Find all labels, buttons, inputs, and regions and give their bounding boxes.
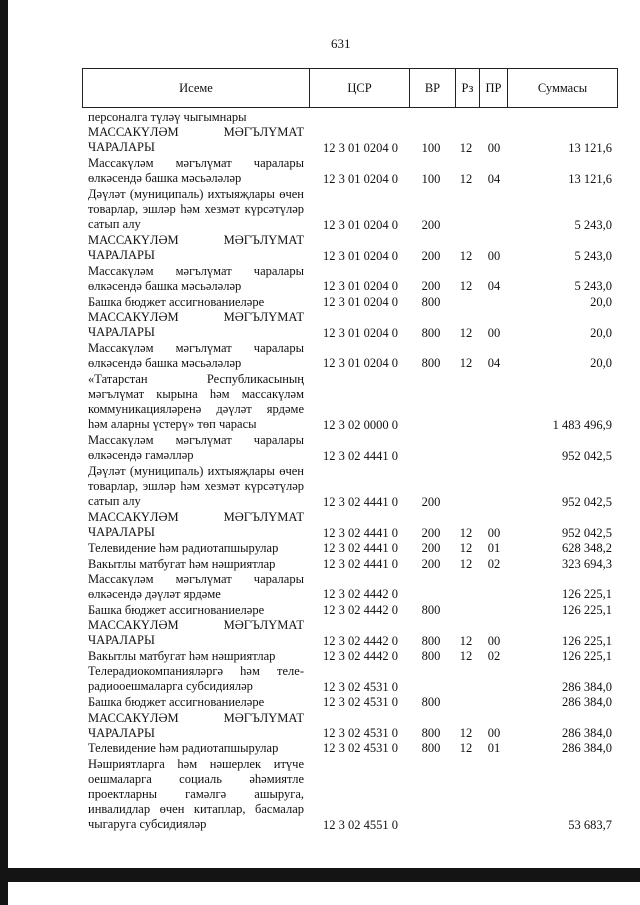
row-csr: 12 3 01 0204 0 xyxy=(323,279,398,294)
row-name xyxy=(88,649,304,664)
row-pr: 00 xyxy=(487,140,501,155)
row-name-line: Телевидение һәм радиотапшырулар xyxy=(88,541,279,556)
row-vr: 200 xyxy=(421,279,441,294)
row-name xyxy=(88,664,304,694)
row-sum: 323 694,3 xyxy=(562,556,612,571)
row-vr: 800 xyxy=(421,294,441,309)
row-name-line: ЧАРАЛАРЫ xyxy=(88,633,155,648)
row-sum: 952 042,5 xyxy=(562,494,612,509)
row-csr: 12 3 02 4442 0 xyxy=(323,633,398,648)
row-rz: 12 xyxy=(459,356,473,371)
table-row xyxy=(0,741,640,756)
row-name-line: Массакүләм мәгълүмат чаралары xyxy=(88,433,304,448)
row-sum: 5 243,0 xyxy=(574,248,612,263)
row-name-line: МАССАКҮЛӘМ МӘГЪЛҮМАТ xyxy=(88,310,304,325)
table-row xyxy=(0,618,640,649)
row-rz: 12 xyxy=(459,140,473,155)
row-name xyxy=(88,541,304,556)
table-row xyxy=(0,156,640,187)
row-name xyxy=(88,156,304,186)
row-rz: 12 xyxy=(459,171,473,186)
row-csr: 12 3 02 4442 0 xyxy=(323,649,398,663)
row-vr: 100 xyxy=(421,140,441,155)
row-name-line: МАССАКҮЛӘМ МӘГЪЛҮМАТ xyxy=(88,233,304,248)
row-rz: 12 xyxy=(459,525,473,540)
row-csr: 12 3 02 4531 0 xyxy=(323,695,398,710)
header-vr: ВР xyxy=(409,69,455,107)
row-name xyxy=(88,295,304,310)
row-csr: 12 3 02 4441 0 xyxy=(323,525,398,540)
row-name-line: ЧАРАЛАРЫ xyxy=(88,248,155,263)
table-row xyxy=(0,295,640,310)
row-pr: 04 xyxy=(487,279,501,294)
row-sum: 1 483 496,9 xyxy=(552,417,612,432)
row-sum: 126 225,1 xyxy=(562,587,612,602)
row-name xyxy=(88,125,304,155)
row-name-line: Массакүләм мәгълүмат чаралары xyxy=(88,341,304,355)
table-row xyxy=(0,557,640,572)
row-csr: 12 3 01 0204 0 xyxy=(323,217,398,232)
row-name xyxy=(88,433,304,463)
table-row xyxy=(0,310,640,341)
row-name-line: оешмаларга социаль әһәмиятле xyxy=(88,771,304,786)
row-name xyxy=(88,741,304,756)
row-name-line: Вакытлы матбугат һәм нәшриятлар xyxy=(88,556,276,571)
header-csr: ЦСР xyxy=(309,69,409,107)
row-name-line: коммуникацияләренә дәүләт ярдәме xyxy=(88,401,304,416)
row-sum: 952 042,5 xyxy=(562,448,612,463)
row-rz: 12 xyxy=(459,325,473,340)
row-name-line: ЧАРАЛАРЫ xyxy=(88,140,155,155)
row-name-line: Башка бюджет ассигнованиеләре xyxy=(88,602,265,617)
row-pr: 04 xyxy=(487,171,501,186)
row-vr: 200 xyxy=(421,525,441,540)
row-name xyxy=(88,187,304,232)
row-name-line: Нәшриятларга һәм нәшерлек итүче xyxy=(88,756,304,771)
row-csr: 12 3 02 4531 0 xyxy=(323,741,398,756)
row-vr: 200 xyxy=(421,248,441,263)
row-name-line: радиооешмаларга субсидияләр xyxy=(88,679,253,694)
table-row xyxy=(0,510,640,541)
row-name xyxy=(88,464,304,509)
row-pr: 04 xyxy=(487,356,501,371)
row-sum: 286 384,0 xyxy=(562,695,612,710)
row-vr: 800 xyxy=(421,695,441,710)
table-row xyxy=(0,695,640,710)
row-sum: 13 121,6 xyxy=(568,140,612,155)
header-pr: ПР xyxy=(479,69,507,107)
row-name xyxy=(88,711,304,741)
row-pr: 02 xyxy=(487,649,501,663)
row-sum: 5 243,0 xyxy=(574,217,612,232)
header-sum: Суммасы xyxy=(507,69,617,107)
row-name-line: Дәүләт (муниципаль) ихтыяҗлары өчен xyxy=(88,464,304,479)
row-sum: 5 243,0 xyxy=(574,279,612,294)
row-csr: 12 3 01 0204 0 xyxy=(323,356,398,371)
row-name-line: МАССАКҮЛӘМ МӘГЪЛҮМАТ xyxy=(88,618,304,633)
row-name-line: өлкәсендә башка мәсьәләләр xyxy=(88,356,242,370)
row-rz: 12 xyxy=(459,725,473,740)
table-row xyxy=(0,233,640,264)
row-vr: 800 xyxy=(421,325,441,340)
table-row xyxy=(0,372,640,434)
row-sum: 286 384,0 xyxy=(562,725,612,740)
row-name-line: мәгълүмат кырына һәм массакүләм xyxy=(88,386,304,401)
row-name-line: Массакүләм мәгълүмат чаралары xyxy=(88,572,304,586)
row-vr: 200 xyxy=(421,556,441,571)
row-rz: 12 xyxy=(459,279,473,294)
row-csr: 12 3 01 0204 0 xyxy=(323,171,398,186)
row-name-line: Башка бюджет ассигнованиеләре xyxy=(88,695,265,710)
row-name-line: өлкәсендә гамәлләр xyxy=(88,448,194,463)
row-pr: 01 xyxy=(487,541,501,556)
row-csr: 12 3 01 0204 0 xyxy=(323,294,398,309)
row-name-line: Вакытлы матбугат һәм нәшриятлар xyxy=(88,649,276,663)
row-sum: 53 683,7 xyxy=(568,818,612,833)
row-name-line: ЧАРАЛАРЫ xyxy=(88,525,155,540)
row-rz: 12 xyxy=(459,556,473,571)
row-pr: 00 xyxy=(487,633,501,648)
row-rz: 12 xyxy=(459,541,473,556)
table-row xyxy=(0,110,640,125)
row-name-line: ЧАРАЛАРЫ xyxy=(88,325,155,340)
row-name-line: ЧАРАЛАРЫ xyxy=(88,725,155,740)
row-pr: 00 xyxy=(487,525,501,540)
table-row xyxy=(0,711,640,742)
row-sum: 952 042,5 xyxy=(562,525,612,540)
row-name-line: МАССАКҮЛӘМ МӘГЪЛҮМАТ xyxy=(88,510,304,525)
row-sum: 628 348,2 xyxy=(562,541,612,556)
scan-bottom-edge xyxy=(0,868,640,882)
table-header xyxy=(82,68,618,108)
row-sum: 286 384,0 xyxy=(562,679,612,694)
row-name xyxy=(88,310,304,340)
row-vr: 200 xyxy=(421,217,441,232)
table-row xyxy=(0,341,640,372)
row-csr: 12 3 02 4531 0 xyxy=(323,725,398,740)
row-name-line: өлкәсендә башка мәсьәләләр xyxy=(88,171,242,186)
row-csr: 12 3 02 4441 0 xyxy=(323,556,398,571)
row-name xyxy=(88,618,304,648)
row-sum: 126 225,1 xyxy=(562,649,612,663)
row-csr: 12 3 02 4442 0 xyxy=(323,602,398,617)
row-name-line: өлкәсендә башка мәсьәләләр xyxy=(88,279,242,293)
row-name-line: Массакүләм мәгълүмат чаралары xyxy=(88,156,304,171)
row-name-line: МАССАКҮЛӘМ МӘГЪЛҮМАТ xyxy=(88,710,304,725)
row-vr: 800 xyxy=(421,741,441,756)
row-csr: 12 3 02 0000 0 xyxy=(323,417,398,432)
row-csr: 12 3 01 0204 0 xyxy=(323,140,398,155)
row-csr: 12 3 02 4441 0 xyxy=(323,448,398,463)
row-name-line: проектларны гамәлгә ашыруга, xyxy=(88,786,304,801)
row-pr: 00 xyxy=(487,725,501,740)
row-vr: 800 xyxy=(421,633,441,648)
row-vr: 800 xyxy=(421,602,441,617)
row-name xyxy=(88,572,304,602)
table-row xyxy=(0,649,640,664)
header-name: Исеме xyxy=(179,80,213,95)
row-name xyxy=(88,264,304,294)
row-csr: 12 3 01 0204 0 xyxy=(323,248,398,263)
row-csr: 12 3 01 0204 0 xyxy=(323,325,398,340)
row-rz: 12 xyxy=(459,741,473,756)
row-sum: 286 384,0 xyxy=(562,741,612,756)
table-row xyxy=(0,603,640,618)
row-vr: 100 xyxy=(421,171,441,186)
row-csr: 12 3 02 4551 0 xyxy=(323,818,398,833)
row-sum: 20,0 xyxy=(590,325,612,340)
row-sum: 20,0 xyxy=(590,356,612,371)
row-pr: 00 xyxy=(487,325,501,340)
row-name-line: сатып алу xyxy=(88,217,141,231)
row-rz: 12 xyxy=(459,248,473,263)
row-vr: 200 xyxy=(421,494,441,509)
table-row xyxy=(0,541,640,556)
row-name-line: өлкәсендә дәүләт ярдәме xyxy=(88,587,221,601)
table-row xyxy=(0,187,640,233)
row-vr: 800 xyxy=(421,649,441,663)
header-rz: Рз xyxy=(455,69,479,107)
table-row xyxy=(0,433,640,464)
row-csr: 12 3 02 4531 0 xyxy=(323,679,398,694)
row-vr: 200 xyxy=(421,541,441,556)
row-name xyxy=(88,757,304,832)
row-vr: 800 xyxy=(421,356,441,371)
row-vr: 800 xyxy=(421,725,441,740)
row-name-line: персоналга түләү чыгымнары xyxy=(88,110,247,124)
row-rz: 12 xyxy=(459,649,473,663)
row-name-line: товарлар, эшләр һәм хезмәт күрсәтүләр xyxy=(88,479,304,494)
row-name xyxy=(88,372,304,432)
table-row xyxy=(0,757,640,834)
row-csr: 12 3 02 4441 0 xyxy=(323,494,398,509)
table-row xyxy=(0,664,640,695)
row-name-line: сатып алу xyxy=(88,494,141,509)
row-name-line: «Татарстан Республикасының xyxy=(88,371,304,386)
row-name xyxy=(88,603,304,618)
table-row xyxy=(0,464,640,510)
row-sum: 13 121,6 xyxy=(568,171,612,186)
row-name-line: МАССАКҮЛӘМ МӘГЪЛҮМАТ xyxy=(88,125,304,140)
row-name xyxy=(88,110,304,125)
row-name-line: Дәүләт (муниципаль) ихтыяҗлары өчен xyxy=(88,187,304,201)
row-name-line: товарлар, эшләр һәм хезмәт күрсәтүләр xyxy=(88,202,304,216)
row-sum: 20,0 xyxy=(590,294,612,309)
row-name xyxy=(88,557,304,572)
row-name xyxy=(88,341,304,371)
row-name-line: инвалидлар өчен китаплар, басмалар xyxy=(88,801,304,816)
row-pr: 00 xyxy=(487,248,501,263)
row-name-line: Башка бюджет ассигнованиеләре xyxy=(88,294,265,309)
row-name-line: һәм аларны үстерү» төп чарасы xyxy=(88,416,257,431)
row-name-line: Телерадиокомпанияләргә һәм теле- xyxy=(88,664,304,679)
row-csr: 12 3 02 4441 0 xyxy=(323,541,398,556)
row-pr: 01 xyxy=(487,741,501,756)
page-number: 631 xyxy=(331,36,351,51)
row-name-line: чыгаруга субсидияләр xyxy=(88,816,207,831)
row-name xyxy=(88,233,304,263)
row-name-line: Телевидение һәм радиотапшырулар xyxy=(88,741,279,756)
row-name xyxy=(88,510,304,540)
row-sum: 126 225,1 xyxy=(562,633,612,648)
table-row xyxy=(0,264,640,295)
row-csr: 12 3 02 4442 0 xyxy=(323,587,398,602)
row-name xyxy=(88,695,304,710)
row-name-line: Массакүләм мәгълүмат чаралары xyxy=(88,264,304,278)
table-row xyxy=(0,572,640,603)
row-rz: 12 xyxy=(459,633,473,648)
row-pr: 02 xyxy=(487,556,501,571)
row-sum: 126 225,1 xyxy=(562,602,612,617)
table-row xyxy=(0,125,640,156)
